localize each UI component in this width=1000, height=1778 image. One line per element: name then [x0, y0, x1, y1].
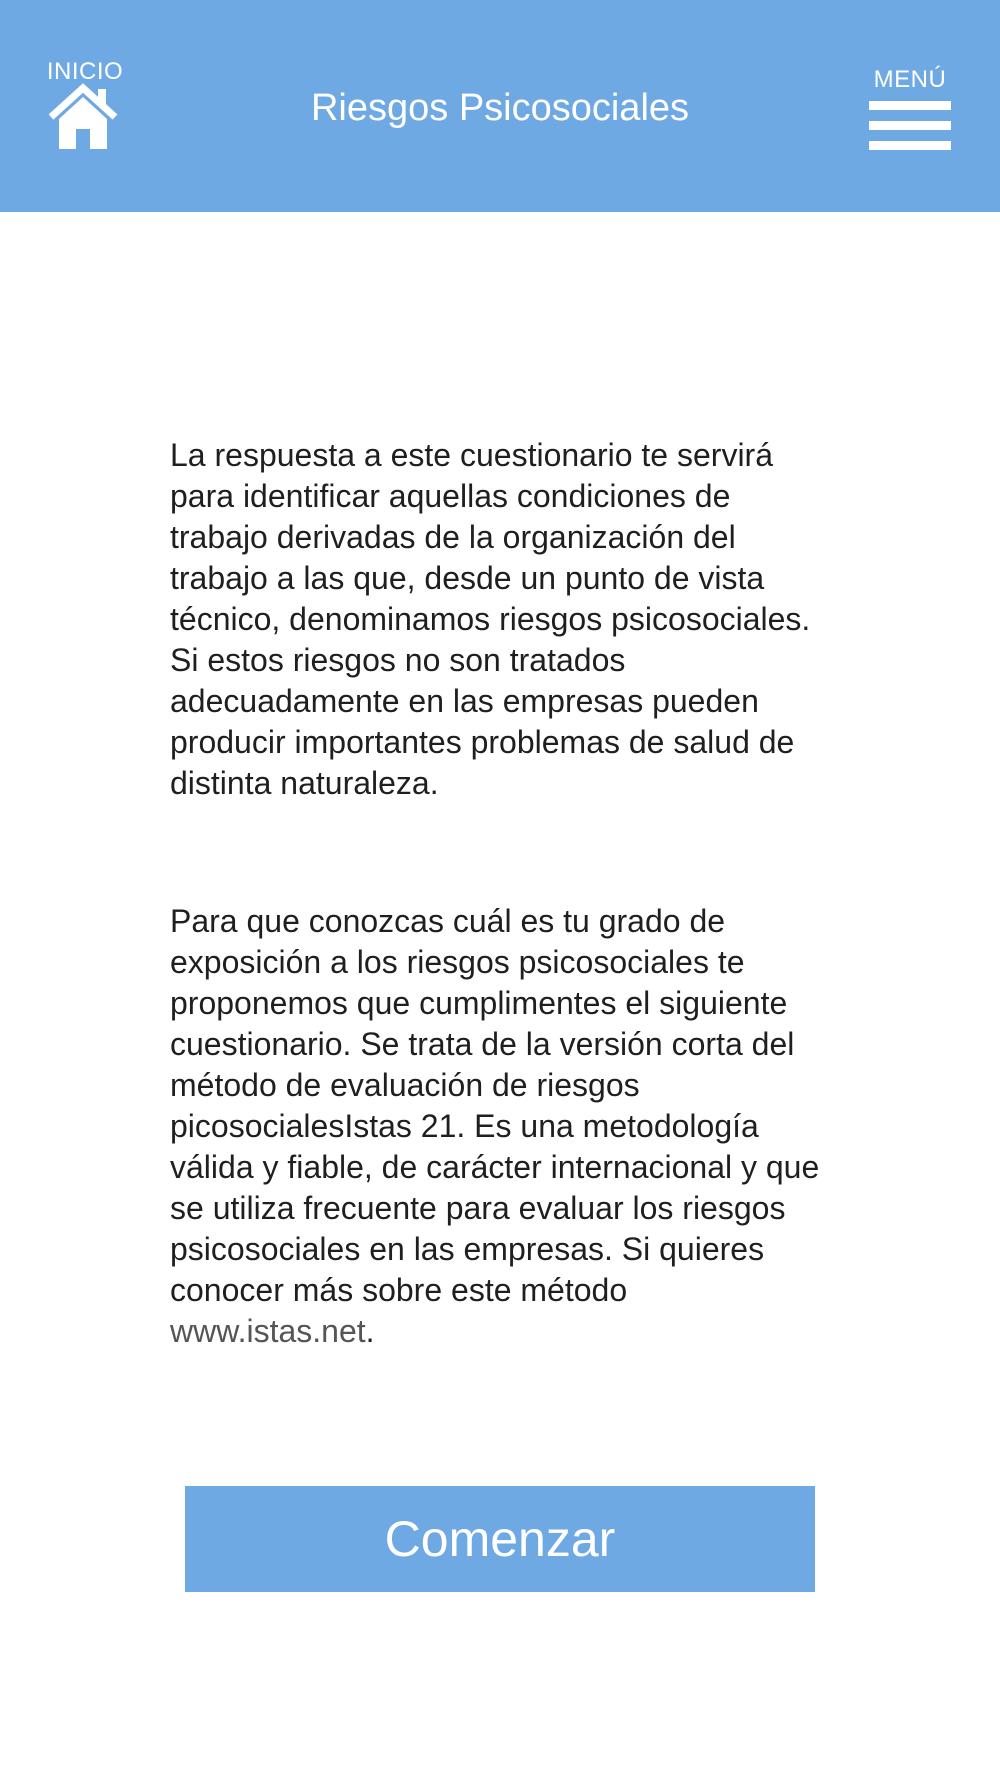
home-label: INICIO — [46, 58, 124, 85]
hamburger-icon — [869, 101, 951, 151]
intro-paragraph-2 — [170, 901, 830, 1352]
intro-paragraph-2-end: . — [365, 1313, 375, 1349]
menu-label: MENÚ — [873, 66, 947, 93]
intro-text — [170, 435, 830, 1352]
start-button[interactable]: Comenzar — [185, 1486, 815, 1592]
page-title: Riesgos Psicosociales — [310, 87, 690, 129]
intro-paragraph-1: La respuesta a este cuestionario te servirá para identificar aquellas condiciones de trabajo derivadas de la organización del trabajo a las que, desde un punto de vista técnico, denominamos riesgos psicosociales. Si estos riesgos no son tratados adecuadamente en las empresas pueden producir importantes problemas de salud de distinta naturaleza. — [170, 437, 811, 801]
intro-paragraph-2-text: Para que conozcas cuál es tu grado de exposición a los riesgos psicosociales te proponemos que cumplimentes el siguiente cuestionario. Se trata de la versión corta del método de evaluación de riesgos picosocialesIstas 21. Es una metodología válida y fiable, de carácter internacional y que se utiliza frecuente para evaluar los riesgos psicosociales en las empresas. Si quieres conocer más sobre este método — [170, 903, 820, 1308]
istas-link[interactable]: www.istas.net — [170, 1313, 366, 1349]
home-button[interactable] — [40, 54, 130, 154]
app-header — [0, 0, 1000, 212]
menu-button[interactable] — [866, 64, 954, 156]
home-icon — [48, 83, 118, 153]
